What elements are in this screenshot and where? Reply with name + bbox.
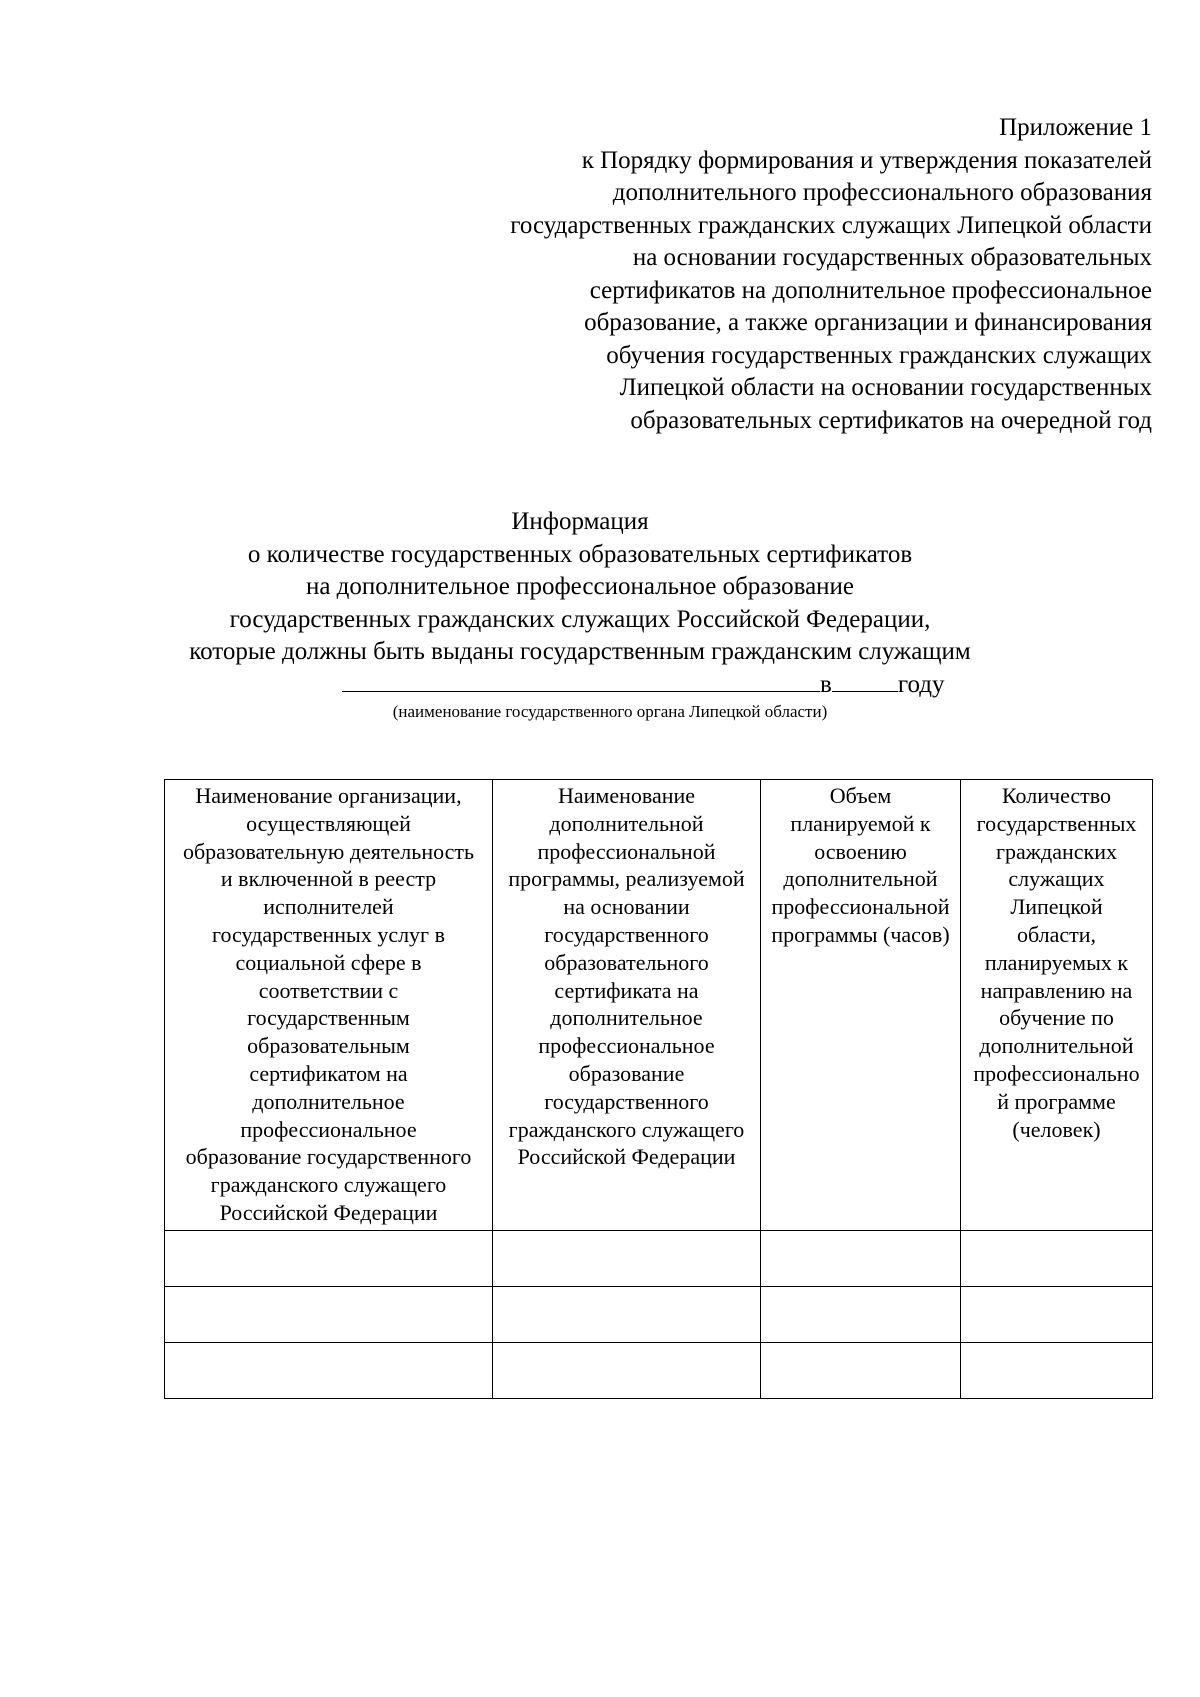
header-line: соответствии с — [258, 977, 399, 1003]
header-employee-count — [961, 780, 1153, 1231]
table-cell[interactable] — [165, 1342, 493, 1398]
table-cell[interactable] — [961, 1230, 1153, 1286]
header-line: Российской Федерации — [219, 1199, 438, 1225]
header-line: освоению — [814, 838, 907, 864]
table-row — [165, 1286, 1153, 1342]
table-cell[interactable] — [761, 1286, 961, 1342]
table-cell[interactable] — [961, 1342, 1153, 1398]
appendix-line: обучения государственных гражданских служащих — [606, 341, 1152, 369]
header-line: й программе — [997, 1088, 1116, 1114]
header-line: на основании — [563, 894, 690, 920]
header-line: направлению на — [980, 977, 1133, 1003]
organ-name-line — [342, 669, 982, 700]
appendix-line: образование, а также организации и финансирования — [584, 309, 1152, 336]
table-cell[interactable] — [493, 1286, 761, 1342]
header-line: образовательного — [544, 949, 709, 975]
appendix-line: Приложение 1 — [999, 114, 1152, 141]
header-line: дополнительное — [550, 1005, 703, 1031]
appendix-line: сертификатов на дополнительное профессиональное — [589, 276, 1152, 304]
header-line: области, — [1016, 921, 1097, 947]
header-line: дополнительной — [979, 1033, 1134, 1059]
title-line: на дополнительное профессиональное образование — [305, 573, 855, 600]
header-line: служащих — [1008, 866, 1105, 892]
header-line: планируемых к — [984, 949, 1129, 975]
in-word: в — [820, 671, 832, 698]
table-cell[interactable] — [165, 1286, 493, 1342]
appendix-line: к Порядку формирования и утверждения показателей — [581, 146, 1152, 174]
header-line: исполнителей — [263, 894, 394, 920]
header-line: Количество — [1001, 783, 1112, 808]
header-volume-hours — [761, 780, 961, 1231]
year-blank[interactable] — [832, 669, 898, 692]
header-line: программы (часов) — [771, 921, 950, 947]
header-line: Наименование — [557, 783, 696, 808]
title-line: государственных гражданских служащих Российской Федерации, — [229, 605, 931, 633]
title-line: которые должны быть выданы государственным гражданским служащим — [189, 638, 971, 665]
table-cell[interactable] — [493, 1230, 761, 1286]
header-line: Объем — [829, 783, 892, 808]
header-line: государственным — [247, 1005, 410, 1031]
table-cell[interactable] — [761, 1230, 961, 1286]
header-line: гражданского служащего — [508, 1116, 745, 1142]
header-line: (человек) — [1012, 1116, 1101, 1142]
header-line: сертификатом на — [249, 1060, 408, 1086]
table-cell[interactable] — [165, 1230, 493, 1286]
header-line: гражданского служащего — [210, 1172, 447, 1198]
header-line: дополнительной — [549, 810, 704, 836]
header-line: обучение по — [999, 1005, 1114, 1031]
appendix-line: Липецкой области на основании государственных — [619, 374, 1152, 401]
header-line: государственных — [976, 810, 1137, 836]
title-heading: Информация — [511, 508, 649, 535]
header-line: образование государственного — [185, 1144, 472, 1170]
header-line: социальной сфере в — [235, 949, 422, 975]
header-line: образование — [568, 1060, 685, 1086]
header-line: планируемой к — [790, 810, 931, 836]
header-line: осуществляющей — [246, 810, 411, 836]
header-line: дополнительной — [783, 866, 938, 892]
header-line: профессиональной — [771, 894, 950, 920]
header-line: и включенной в реестр — [220, 866, 437, 892]
title-line: о количестве государственных образовательных сертификатов — [247, 540, 913, 568]
appendix-line: государственных гражданских служащих Липецкой области — [510, 211, 1152, 239]
header-line: гражданских — [996, 838, 1117, 864]
header-line: сертификата на — [554, 977, 699, 1003]
header-line: профессиональное — [538, 1033, 715, 1059]
table-header-row — [165, 780, 1153, 1231]
document-title — [150, 506, 1010, 669]
header-program — [493, 780, 761, 1231]
appendix-line: дополнительного профессионального образования — [612, 179, 1152, 206]
header-line: государственного — [544, 1088, 709, 1114]
table-cell[interactable] — [493, 1342, 761, 1398]
header-line: профессиональной — [537, 838, 716, 864]
table-row — [165, 1342, 1153, 1398]
year-word: году — [897, 671, 945, 698]
header-line: Липецкой — [1010, 894, 1103, 920]
header-line: образовательным — [247, 1033, 410, 1059]
organ-name-caption: (наименование государственного органа Липецкой области) — [392, 702, 828, 721]
table-cell[interactable] — [961, 1286, 1153, 1342]
header-line: государственных услуг в — [212, 921, 445, 947]
header-organization — [165, 780, 493, 1231]
table-row — [165, 1230, 1153, 1286]
table-cell[interactable] — [761, 1342, 961, 1398]
certificates-table — [164, 779, 1153, 1399]
header-line: образовательную деятельность — [182, 838, 475, 864]
header-line: Наименование организации, — [195, 783, 462, 808]
header-line: профессионально — [973, 1060, 1140, 1086]
header-line: профессиональное — [240, 1116, 417, 1142]
appendix-line: образовательных сертификатов на очередной год — [630, 406, 1152, 434]
header-line: Российской Федерации — [517, 1144, 736, 1170]
appendix-header — [392, 112, 1152, 437]
header-line: программы, реализуемой — [508, 866, 745, 892]
header-line: дополнительное — [252, 1088, 405, 1114]
appendix-line: на основании государственных образовательных — [632, 244, 1152, 271]
organ-name-blank[interactable] — [342, 669, 820, 692]
header-line: государственного — [544, 921, 709, 947]
